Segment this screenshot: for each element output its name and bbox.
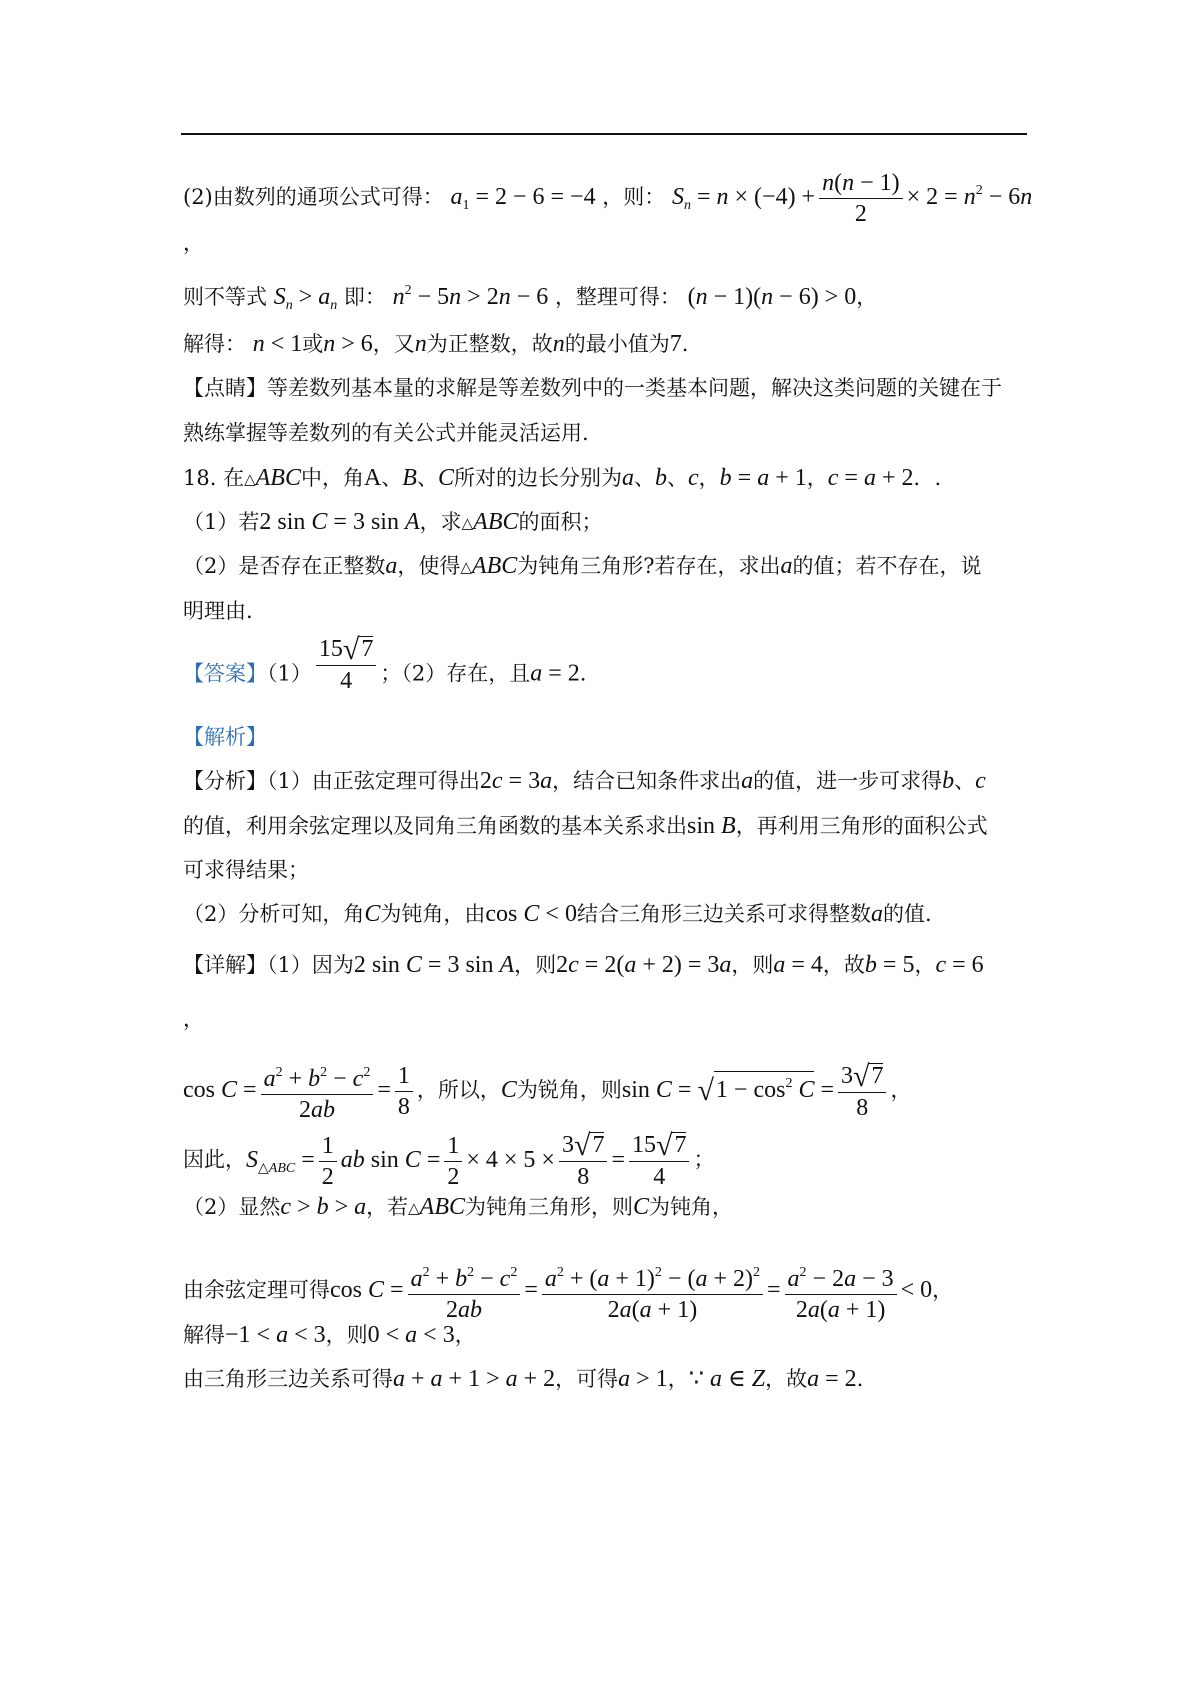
text: ，则：: [602, 185, 666, 210]
cos-c-line: cos C = $\frac{a^2 + b^2 - c^2}{2ab}$ = $\frac{1}{8}$ ，所以，C为锐角，则$\sin C = √1 - \cos^2 C$ = $\frac{3√7}{8}$ ，: [183, 1059, 912, 1123]
dianjing-line-2: 熟练掌握等差数列的有关公式并能灵活运用.: [183, 421, 589, 445]
analysis-line-4: （2）分析可知，角C为钝角，由cos C < 0结合三角形三边关系可求得整数a的值.: [183, 901, 932, 927]
part2-solution-line: （2）显然c > b > a，若△ABC为钝角三角形，则C为钝角，: [183, 1194, 734, 1220]
problem-18-part-1: （1）若2 sin C = 3 sin A，求△ABC的面积；: [183, 509, 603, 535]
dianjing-line-1: 【点睛】等差数列基本量的求解是等差数列中的一类基本问题，解决这类问题的关键在于: [183, 376, 1002, 400]
analysis-line-2: 的值，利用余弦定理以及同角三角函数的基本关系求出sin B，再利用三角形的面积公式: [183, 813, 988, 839]
answer-tag: 【答案】: [183, 661, 267, 686]
range-line: 解得−1 < a < 3，则0 < a < 3，: [183, 1322, 476, 1348]
analysis-line-1: 【分析】（1）由正弦定理可得出2c = 3a，结合已知条件求出a的值，进一步可求得b、c: [183, 768, 986, 794]
analysis-line-3: 可求得结果；: [183, 858, 309, 882]
formula-a1: $a_1 = 2 - 6 = -4$: [450, 184, 596, 214]
final-line: 由三角形三边关系可得a + a + 1 > a + 2，可得a > 1，∵ a ∈ Z，故a = 2.: [183, 1366, 864, 1392]
comma-line-2: ，: [183, 1007, 204, 1031]
problem-18-part-2-cont: 明理由.: [183, 599, 253, 623]
p2-sum-line: [183, 168, 1050, 229]
problem-18-statement: 18. 在△ABC中，角A、B、C所对的边长分别为a、b、c，b = a + 1，c = a + 2．.: [183, 465, 942, 491]
top-rule: [181, 133, 1027, 135]
jiexi-line: [183, 722, 1050, 752]
formula-sn: $S_n = n \times (-4)$ + $\frac{n(n - 1)}{2}$ × $2 = n^2 - 6n$: [671, 170, 1033, 227]
formula-ineq: $n^2 - 5n > 2n - 6$: [392, 283, 549, 310]
solve-line: 解得： n < 1或n > 6，又n为正整数，故n的最小值为7.: [183, 331, 689, 357]
formula-sn-gt-an: $S_n > a_n$: [273, 284, 338, 313]
formula-factored: (n − 1)(n − 6) > 0: [687, 284, 857, 310]
text: (2)由数列的通项公式可得：: [183, 185, 444, 210]
problem-18-part-2: （2）是否存在正整数a，使得△ABC为钝角三角形?若存在，求出a的值；若不存在，说: [183, 553, 982, 579]
jiexi-tag: 【解析】: [183, 725, 267, 749]
comma-line: ，: [183, 231, 204, 255]
law-of-cosines-line: 由余弦定理可得cos C = $\frac{a^2 + b^2 - c^2}{2ab}$ = $\frac{a^2 + (a + 1)^2 - (a + 2)^2}{2a(a + 1)}$ = $\frac{a^2 - 2a - 3}{2a(a + 1)}$ < 0，: [183, 1258, 1050, 1325]
detail-line-1: 【详解】（1）因为2 sin C = 3 sin A，则2c = 2(a + 2) = 3a，则a = 4，故b = 5，c = 6: [183, 952, 984, 978]
answer-line: 【答案】（1） $\frac{15√7}{4}$ ；（2）存在，且a = 2.: [183, 633, 587, 694]
area-line: 因此，$S_{\triangle ABC}$ = $\frac{1}{2}$ ab sin C = $\frac{1}{2}$ × 4 × 5 × $\frac{3√7}{8}$ = $\frac{15√7}{4}$ ；: [183, 1129, 715, 1190]
inequality-line: 则不等式 $S_n > a_n$ 即： $n^2 - 5n > 2n - 6$ ，整理可得： (n − 1)(n − 6) > 0，: [183, 283, 878, 313]
